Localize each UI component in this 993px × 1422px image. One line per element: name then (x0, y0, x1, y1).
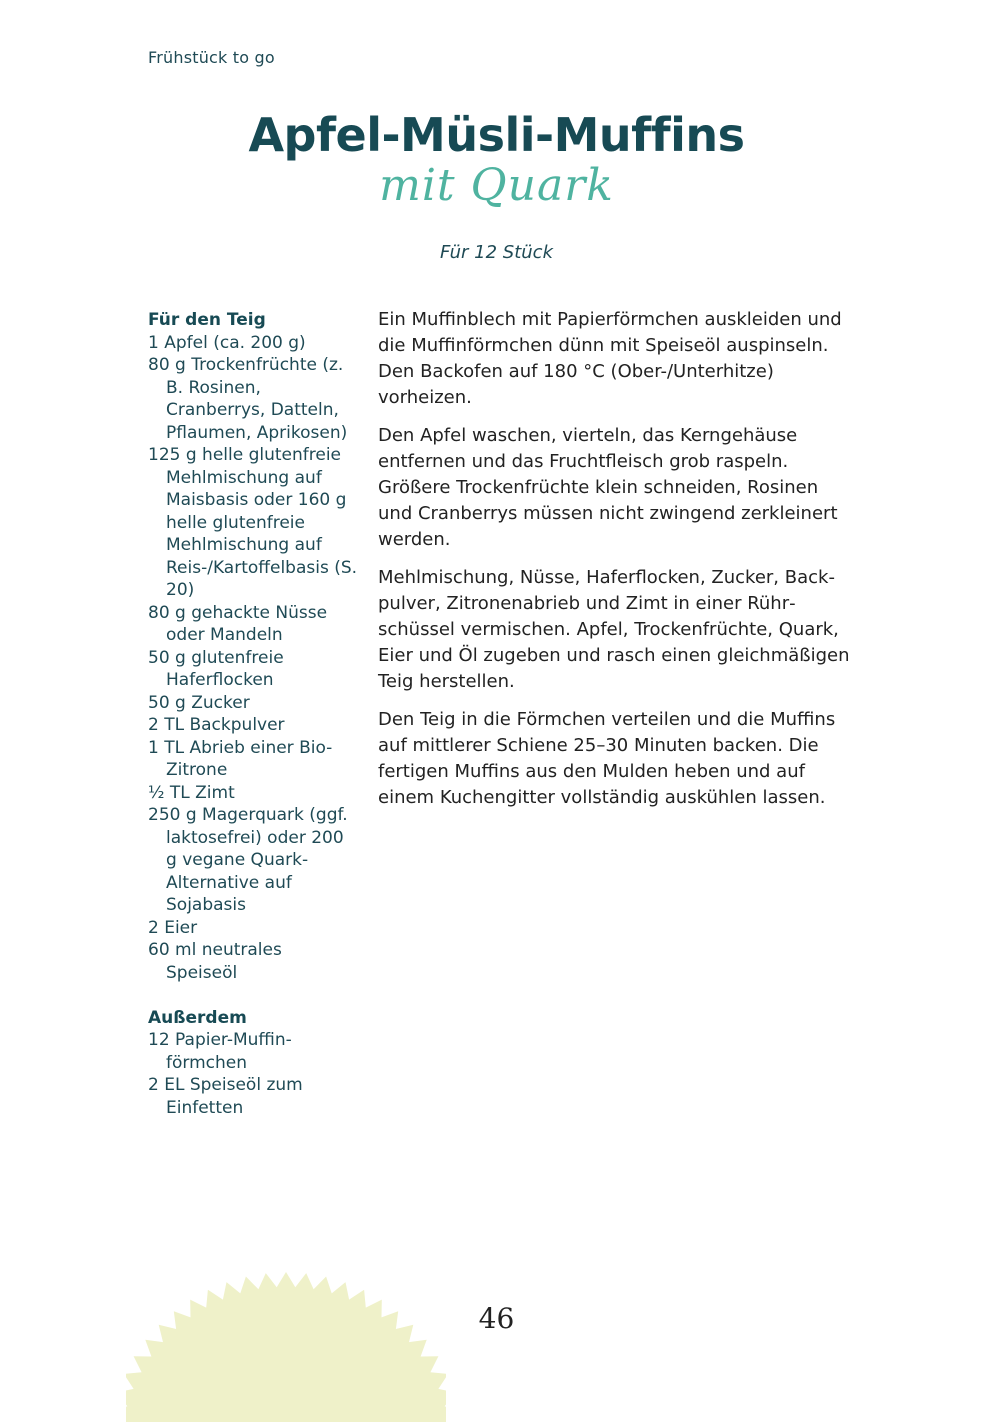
group-spacer (148, 984, 358, 1007)
ingredient-item: 2 TL Backpulver (148, 715, 285, 735)
ingredient-group-extras (148, 1007, 358, 1120)
ingredient-item: ½ TL Zimt (148, 782, 235, 803)
ingredient-group-heading: Außerdem (148, 1007, 247, 1028)
ingredient-item: 250 g Magerquark (ggf. laktosefrei) oder 200 g vegane Quark-Alternative auf Sojabasis (148, 805, 348, 915)
ingredient-item: 80 g gehackte Nüsse oder Mandeln (148, 602, 328, 645)
ingredient-item: 50 g Zucker (148, 692, 250, 713)
instruction-paragraph: Den Teig in die Förmchen verteilen und die Muffins auf mittlerer Schiene 25–30 Minuten backen. Die fertigen Muffins aus den Mulden heben und auf einem Kuchengitter vollständig auskühlen lassen. (378, 709, 836, 808)
ingredient-item: 80 g Trockenfrüchte (z. B. Rosinen, Cranberrys, Datteln, Pflaumen, Aprikosen) (148, 355, 348, 443)
ingredients-list (148, 309, 358, 1119)
ingredient-group-dough (148, 309, 358, 984)
ingredient-item: 50 g glutenfreie Haferflocken (148, 647, 284, 690)
instruction-paragraph: Ein Muffinblech mit Papierförmchen auskleiden und die Muffinförmchen dünn mit Speiseöl auspinseln. Den Backofen auf 180 °C (Ober-/Unterhitze) vorheizen. (378, 309, 842, 408)
servings-label: Für 12 Stück (440, 242, 553, 263)
ingredient-item: 12 Papier-Muffinförmchen (148, 1030, 292, 1073)
ingredient-item: 60 ml neutrales Speiseöl (148, 940, 282, 983)
instruction-paragraph: Mehlmischung, Nüsse, Haferflocken, Zucker, Backpulver, Zitronenabrieb und Zimt in einer Rührschüssel vermischen. Apfel, Trockenfrüchte, Quark, Eier und Öl zugeben und rasch einen gleichmäßigen Teig herstellen. (378, 567, 850, 692)
decorative-badge-burst (126, 1262, 446, 1422)
badge-burst-shape (126, 1272, 446, 1422)
ingredient-group-heading: Für den Teig (148, 310, 266, 330)
ingredient-item: 1 Apfel (ca. 200 g) (148, 332, 306, 353)
page-number: 46 (478, 1302, 515, 1335)
recipe-title: Apfel-Müsli-Muffins (248, 108, 745, 162)
ingredient-item: 125 g helle glutenfreie Mehlmischung auf Maisbasis oder 160 g helle glutenfreie Mehlmischung auf Reis-/Kartoffelbasis (S. 20) (148, 445, 358, 600)
ingredient-item: 1 TL Abrieb einer Bio-Zitrone (148, 737, 333, 780)
ingredient-item: 2 Eier (148, 917, 198, 938)
instruction-paragraph: Den Apfel waschen, vierteln, das Kerngehäuse entfernen und das Fruchtfleisch grob raspeln. Größere Trockenfrüchte klein schneiden, Rosinen und Cranberrys müssen nicht zwingend zerkleinert werden. (378, 425, 838, 550)
recipe-subtitle: mit Quark (379, 160, 614, 211)
instructions (378, 307, 850, 823)
ingredient-item: 2 EL Speiseöl zum Einfetten (148, 1075, 303, 1118)
section-header: Frühstück to go (148, 48, 275, 67)
